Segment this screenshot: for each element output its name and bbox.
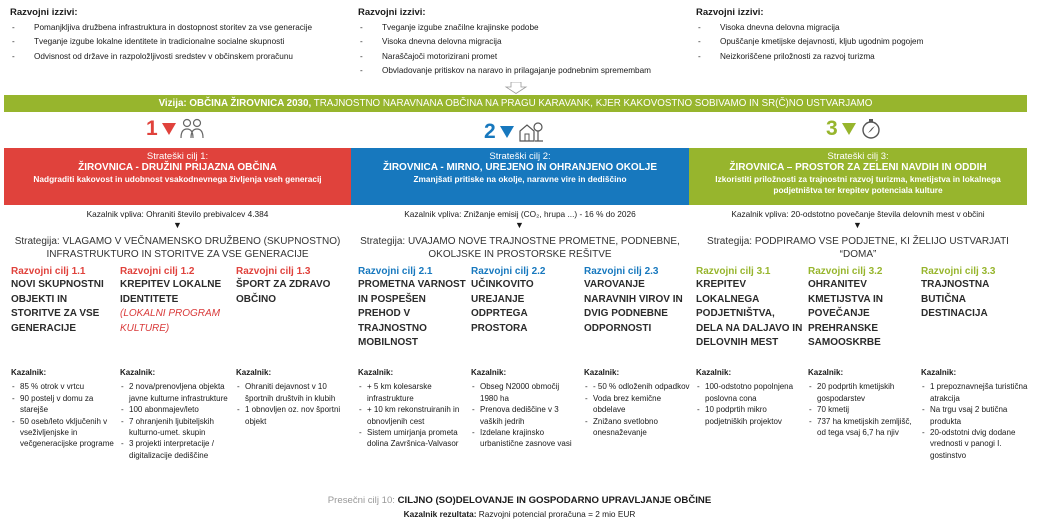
strategic-goal-2 xyxy=(351,148,689,205)
triangle-down-icon xyxy=(500,126,514,138)
indicator-item: - 10 podprtih mikro podjetniških projektov xyxy=(696,404,804,427)
down-arrow-icon xyxy=(504,82,528,94)
objective-1-3 xyxy=(236,265,344,307)
objective-title: Razvojni cilj 3.3 xyxy=(921,266,996,277)
issue-item: - Odvisnost od države in razpoložljivosti sredstev v občinskem proračunu xyxy=(10,50,312,64)
objective-title: Razvojni cilj 2.1 xyxy=(358,266,433,277)
objective-title: Razvojni cilj 3.2 xyxy=(808,266,883,277)
pillar-marker-2 xyxy=(484,120,544,144)
issues-title: Razvojni izzivi: xyxy=(696,7,764,18)
indicators-3-2 xyxy=(808,367,916,438)
indicator-item: - 100 abonmajev/leto xyxy=(120,404,228,415)
vision-text: TRAJNOSTNO NARAVNANA OBČINA NA PRAGU KARAVANK, KJER KAKOVOSTNO SOBIVAMO IN SR(Č)NO USTVARJAMO xyxy=(311,98,873,109)
indicators-2-3 xyxy=(584,367,692,438)
triangle-down-icon xyxy=(842,123,856,135)
result-label: Kazalnik rezultata: xyxy=(403,509,477,519)
issue-item: - Visoka dnevna delovna migracija xyxy=(696,21,923,35)
strategic-goal-1 xyxy=(4,148,351,205)
pillar-number: 3 xyxy=(826,117,838,140)
indicator-label: Kazalnik: xyxy=(584,368,620,377)
indicators-1-3 xyxy=(236,367,344,427)
people-icon xyxy=(180,118,204,140)
objective-title: Razvojni cilj 2.2 xyxy=(471,266,546,277)
objective-1-2 xyxy=(120,265,228,336)
goal-subtitle: Izkoristiti priložnosti za trajnostni razvoj turizma, kmetijstva in lokalnega podjetništva ter krepitev potenciala kulture xyxy=(715,174,1001,195)
triangle-down-icon: ▼ xyxy=(173,220,182,230)
objective-title: Razvojni cilj 3.1 xyxy=(696,266,771,277)
pillar-marker-1 xyxy=(146,117,204,141)
triangle-down-icon xyxy=(162,123,176,135)
goal-subtitle: Zmanjšati pritiske na okolje, naravne vire in dediščino xyxy=(413,174,627,184)
compass-icon xyxy=(860,118,882,140)
triangle-down-icon: ▼ xyxy=(853,220,862,230)
objective-title: Razvojni cilj 1.2 xyxy=(120,266,195,277)
nature-house-icon xyxy=(518,121,544,143)
triangle-down-icon: ▼ xyxy=(515,220,524,230)
impact-indicator-3: Kazalnik vpliva: 20-odstotno povečanje števila delovnih mest v občini xyxy=(731,209,985,219)
objective-1-1 xyxy=(11,265,119,336)
goal-label: Strateški cilj 2: xyxy=(489,151,551,162)
indicator-item: - 1 prepoznavnejša turistična atrakcija xyxy=(921,381,1029,404)
goal-title: ŽIROVNICA – PROSTOR ZA ZELENI NAVDIH IN ODDIH xyxy=(729,162,987,173)
indicators-1-2 xyxy=(120,367,228,461)
indicator-label: Kazalnik: xyxy=(696,368,732,377)
indicator-item: - Voda brez kemične obdelave xyxy=(584,393,692,416)
objective-name: KREPITEV LOKALNE IDENTITETE xyxy=(120,279,222,305)
objective-name: NOVI SKUPNOSTNI OBJEKTI IN STORITVE ZA VSE GENERACIJE xyxy=(11,279,104,334)
indicator-item: - 20-odstotni dvig dodane vrednosti v panogi I. gostinstvo xyxy=(921,427,1029,461)
indicator-item: - 2 nova/prenovljena objekta javne kulturne infrastrukture xyxy=(120,381,228,404)
pillar-number: 1 xyxy=(146,117,158,140)
indicator-label: Kazalnik: xyxy=(921,368,957,377)
strategy-3: Strategija: PODPIRAMO VSE PODJETNE, KI ŽELIJO USTVARJATI “DOMA” xyxy=(707,236,1009,260)
indicator-item: - 3 projekti interpretacije / digitalizacije dediščine xyxy=(120,438,228,461)
indicator-item: - + 5 km kolesarske infrastrukture xyxy=(358,381,466,404)
indicator-item: - 737 ha kmetijskih zemljišč, od tega vsaj 6,7 ha njiv xyxy=(808,416,916,439)
indicator-label: Kazalnik: xyxy=(11,368,47,377)
indicators-2-2 xyxy=(471,367,579,450)
indicator-item: - Izdelane krajinsko urbanistične zasnove vasi xyxy=(471,427,579,450)
indicator-item: - Znižano svetlobno onesnaževanje xyxy=(584,416,692,439)
issue-item: - Tveganje izgube lokalne identitete in tradicionalne socialne skupnosti xyxy=(10,35,312,49)
goal-title: ŽIROVNICA - MIRNO, UREJENO IN OHRANJENO OKOLJE xyxy=(382,162,658,173)
pillar-marker-3 xyxy=(826,117,882,141)
issues-column-2 xyxy=(358,6,651,78)
indicator-item: - - 50 % odloženih odpadkov xyxy=(584,381,692,392)
indicator-label: Kazalnik: xyxy=(358,368,394,377)
objective-2-3 xyxy=(584,265,692,336)
objective-name: KREPITEV LOKALNEGA PODJETNIŠTVA, DELA NA DALJAVO IN DELOVNIH MEST xyxy=(696,279,803,348)
indicator-label: Kazalnik: xyxy=(471,368,507,377)
impact-indicator-1: Kazalnik vpliva: Ohraniti število prebivalcev 4.384 xyxy=(86,209,269,219)
indicator-item: - 85 % otrok v vrtcu xyxy=(11,381,119,392)
strategy-1: Strategija: VLAGAMO V VEČNAMENSKO DRUŽBENO (SKUPNOSTNO) INFRASTRUKTURO IN STORITVE ZA VSE GENERACIJE xyxy=(14,236,341,260)
issue-item: - Neizkoriščene priložnosti za razvoj turizma xyxy=(696,50,923,64)
issue-item: - Visoka dnevna delovna migracija xyxy=(358,35,651,49)
indicator-item: - 1 obnovljen oz. nov športni objekt xyxy=(236,404,344,427)
objective-title: Razvojni cilj 1.3 xyxy=(236,266,311,277)
impact-indicator-2: Kazalnik vpliva: Znižanje emisij (CO₂, hrupa ...) - 16 % do 2026 xyxy=(404,209,636,219)
goal-label: Strateški cilj 3: xyxy=(827,151,889,162)
indicator-item: - 100-odstotno popolnjena poslovna cona xyxy=(696,381,804,404)
indicator-item: - Obseg N2000 območij 1980 ha xyxy=(471,381,579,404)
indicator-item: - 20 podprtih kmetijskih gospodarstev xyxy=(808,381,916,404)
issue-item: - Naraščajoči motorizirani promet xyxy=(358,50,651,64)
issues-title: Razvojni izzivi: xyxy=(358,7,426,18)
indicator-item: - 90 postelj v domu za starejše xyxy=(11,393,119,416)
cross-cutting-text: CILJNO (SO)DELOVANJE IN GOSPODARNO UPRAVLJANJE OBČINE xyxy=(397,495,712,506)
objective-title: Razvojni cilj 2.3 xyxy=(584,266,659,277)
indicators-3-3 xyxy=(921,367,1029,461)
cross-cutting-label: Presečni cilj 10: xyxy=(327,495,398,506)
indicators-2-1 xyxy=(358,367,466,450)
issue-item: - Obvladovanje pritiskov na naravo in prilagajanje podnebnim spremembam xyxy=(358,64,651,78)
objective-name: PROMETNA VARNOST IN POSPEŠEN PREHOD V TRAJNOSTNO MOBILNOST xyxy=(358,279,466,348)
indicator-item: - + 10 km rekonstruiranih in obnovljenih cest xyxy=(358,404,466,427)
strategic-goal-3 xyxy=(689,148,1027,205)
objective-3-2 xyxy=(808,265,916,351)
result-indicator xyxy=(0,509,1039,519)
issue-item: - Opuščanje kmetijske dejavnosti, kljub ugodnim pogojem xyxy=(696,35,923,49)
issues-column-1 xyxy=(10,6,312,64)
objective-2-1 xyxy=(358,265,466,351)
objective-3-1 xyxy=(696,265,804,351)
strategy-2: Strategija: UVAJAMO NOVE TRAJNOSTNE PROMETNE, PODNEBNE, OKOLJSKE IN PROSTORSKE REŠITVE xyxy=(360,236,680,260)
issue-item: - Pomanjkljiva družbena infrastruktura in dostopnost storitev za vse generacije xyxy=(10,21,312,35)
indicator-label: Kazalnik: xyxy=(120,368,156,377)
pillar-number: 2 xyxy=(484,120,496,143)
vision-bar xyxy=(4,95,1027,112)
issues-title: Razvojni izzivi: xyxy=(10,7,78,18)
objective-name: VAROVANJE NARAVNIH VIROV IN DVIG PODNEBNE ODPORNOSTI xyxy=(584,279,683,334)
indicator-item: - Prenova dediščine v 3 vaških jedrih xyxy=(471,404,579,427)
objective-note: (LOKALNI PROGRAM KULTURE) xyxy=(120,308,221,334)
cross-cutting-goal xyxy=(0,495,1039,506)
indicator-item: - 50 oseb/leto vključenih v vseživljenjske in večgeneracijske programe xyxy=(11,416,119,450)
indicator-item: - Na trgu vsaj 2 butična produkta xyxy=(921,404,1029,427)
indicators-3-1 xyxy=(696,367,804,427)
goal-label: Strateški cilj 1: xyxy=(146,151,209,162)
goal-title: ŽIROVNICA - DRUŽINI PRIJAZNA OBČINA xyxy=(78,162,277,173)
indicator-label: Kazalnik: xyxy=(236,368,272,377)
indicator-item: - Sistem umirjanja prometa dolina Završnica-Valvasor xyxy=(358,427,466,450)
issues-column-3 xyxy=(696,6,923,64)
objective-name: ŠPORT ZA ZDRAVO OBČINO xyxy=(236,279,331,305)
vision-label: Vizija: OBČINA ŽIROVNICA 2030, xyxy=(158,98,312,109)
issue-item: - Tveganje izgube značilne krajinske podobe xyxy=(358,21,651,35)
objective-name: TRAJNOSTNA BUTIČNA DESTINACIJA xyxy=(921,279,989,319)
indicator-label: Kazalnik: xyxy=(808,368,844,377)
goal-subtitle: Nadgraditi kakovost in udobnost vsakodnevnega življenja vseh generacij xyxy=(33,174,322,184)
objective-name: UČINKOVITO UREJANJE ODPRTEGA PROSTORA xyxy=(471,279,534,334)
indicator-item: - 7 ohranjenih ljubiteljskih kulturno-umet. skupin xyxy=(120,416,228,439)
objective-3-3 xyxy=(921,265,1029,322)
objective-title: Razvojni cilj 1.1 xyxy=(11,266,86,277)
indicator-item: - 70 kmetij xyxy=(808,404,916,415)
indicator-item: - Ohraniti dejavnost v 10 športnih društvih in klubih xyxy=(236,381,344,404)
result-text: Razvojni potencial proračuna = 2 mio EUR xyxy=(476,509,636,519)
indicators-1-1 xyxy=(11,367,119,450)
objective-name: OHRANITEV KMETIJSTVA IN POVEČANJE PREHRANSKE SAMOOSKRBE xyxy=(808,279,884,348)
objective-2-2 xyxy=(471,265,579,336)
